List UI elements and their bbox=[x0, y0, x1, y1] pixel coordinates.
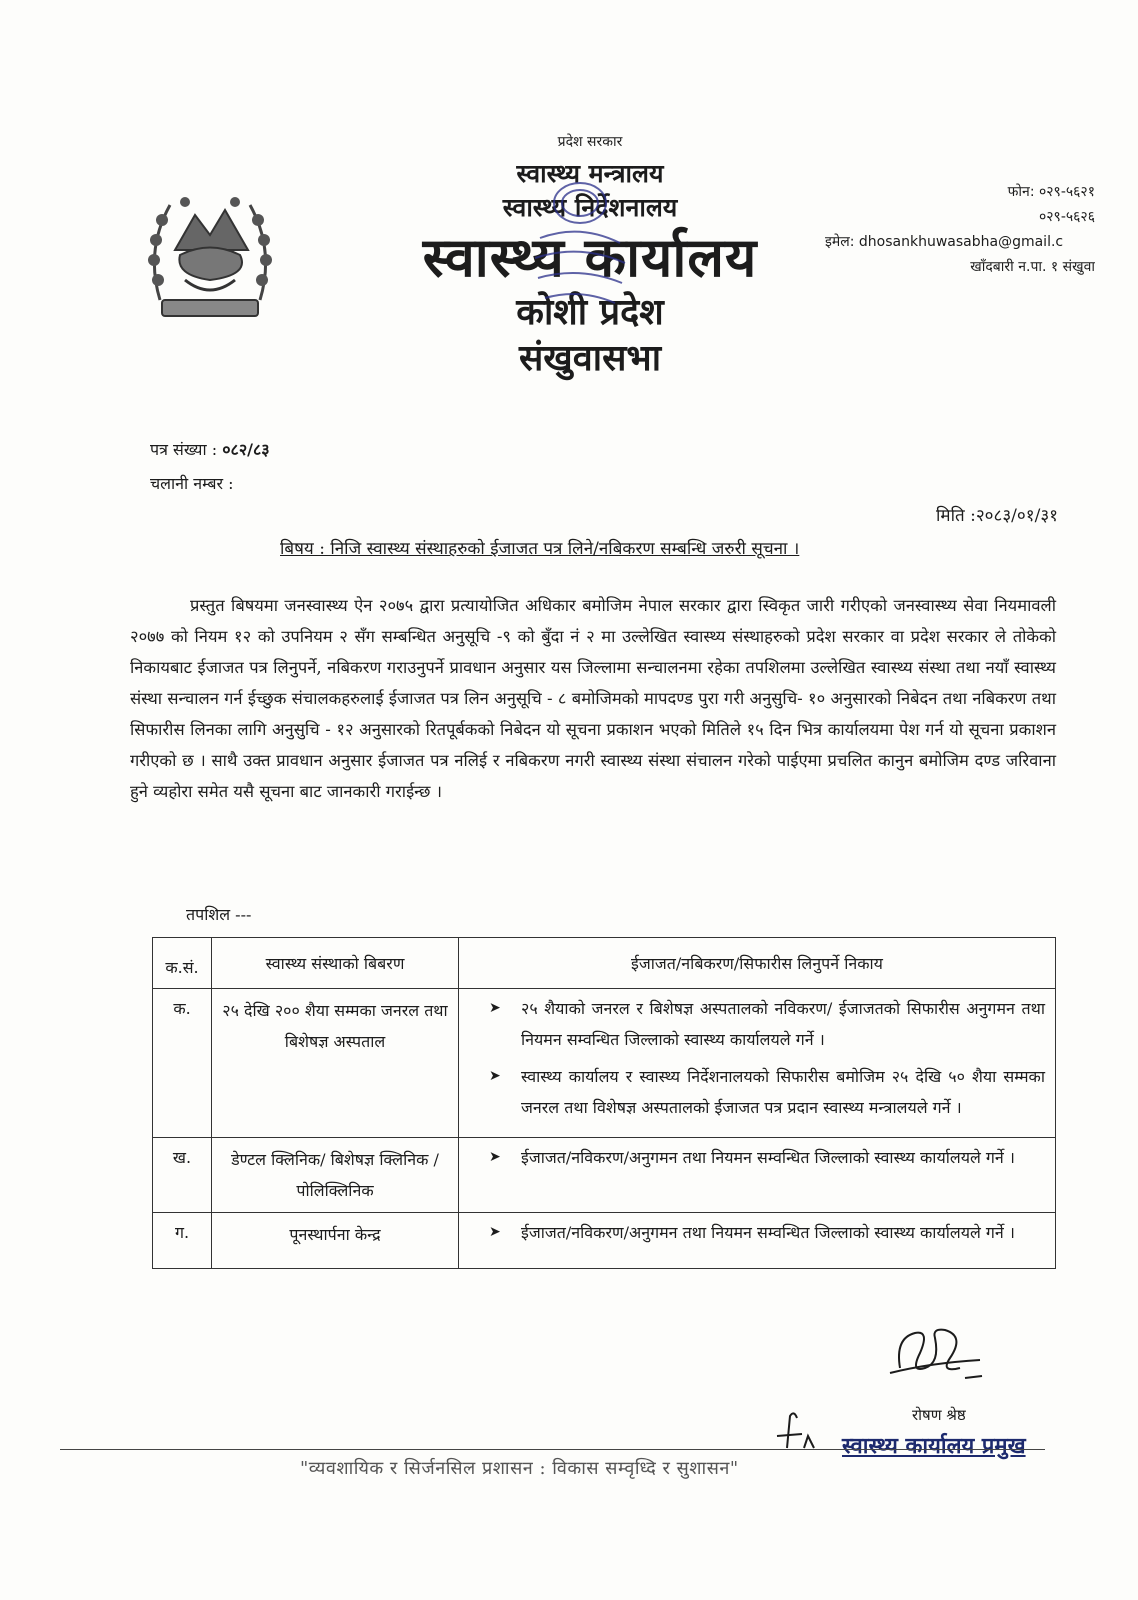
row-sn: क. bbox=[153, 989, 212, 1138]
column-header-sn: क.सं. bbox=[153, 938, 212, 989]
directorate-name: स्वास्थ्य निर्देशनालय bbox=[502, 193, 678, 222]
dispatch-number bbox=[150, 472, 234, 494]
details-table bbox=[152, 937, 1056, 1269]
office-name: स्वास्थ्य कार्यालय bbox=[422, 225, 758, 289]
row-description: २५ देखि २०० शैया सम्मका जनरल तथा बिशेषज्ञ अस्पताल bbox=[212, 989, 459, 1138]
footer-motto: "व्यवशायिक र सिर्जनसिल प्रशासन : विकास सम्वृध्दि र सुशासन" bbox=[300, 1458, 739, 1479]
details-heading: तपशिल --- bbox=[186, 905, 252, 924]
district-name: संखुवासभा bbox=[518, 337, 662, 379]
letter-body: प्रस्तुत बिषयमा जनस्वास्थ्य ऐन २०७५ द्वारा प्रत्यायोजित अधिकार बमोजिम नेपाल सरकार द्वारा स्विकृत जारी गरीएको जनस्वास्थ्य सेवा नियमावली २०७७ को नियम १२ को उपनियम २ सँग सम्बन्धित अनुसूचि -९ को बुँदा नं २ मा उल्लेखित स्वास्थ्य संस्थाहरुको प्रदेश सरकार वा प्रदेश सरकार ले तोकेको निकायबाट ईजाजत पत्र लिनुपर्ने, नबिकरण गराउनुपर्ने प्रावधान अनुसार यस जिल्लामा सन्चालनमा रहेका तपशिलमा उल्लेखित स्वास्थ्य संस्था तथा नयाँ स्वास्थ्य संस्था सन्चालन गर्न ईच्छुक संचालकहरुलाई ईजाजत पत्र लिन अनुसूचि - ८ बमोजिमको मापदण्ड पुरा गरी अनुसुचि- १० अनुसारको निबेदन तथा नबिकरण तथा सिफारीस लिनका लागि अनुसुचि - १२ अनुसारको रितपूर्बकको निबेदन यो सूचना प्रकाशन भएको मितिले १५ दिन भित्र कार्यालयमा पेश गर्न यो सूचना प्रकाशन गरीएको छ । साथै उक्त प्रावधान अनुसार ईजाजत पत्र नलिई र नबिकरण नगरी स्वास्थ्य संस्था संचालन गरेको पाईएमा प्रचलित कानुन बमोजिम दण्ड जरिवाना हुने व्यहोरा समेत यसै सूचना बाट जानकारी गराईन्छ । bbox=[130, 596, 1056, 801]
row-sn: ख. bbox=[153, 1138, 212, 1213]
table-row bbox=[153, 1138, 1056, 1213]
column-header-authority: ईजाजत/नबिकरण/सिफारीस लिनुपर्ने निकाय bbox=[459, 938, 1056, 989]
column-header-description: स्वास्थ्य संस्थाको बिबरण bbox=[212, 938, 459, 989]
table-header-row bbox=[153, 938, 1056, 989]
phone-1: फोन: ०२९-५६२१ bbox=[1007, 184, 1095, 200]
row-description: पूनस्थार्पना केन्द्र bbox=[212, 1213, 459, 1269]
row-description: डेण्टल क्लिनिक/ बिशेषज्ञ क्लिनिक /पोलिक्लिनिक bbox=[212, 1138, 459, 1213]
office-stamp-icon bbox=[520, 168, 640, 318]
list-item: ➤ २५ शैयाको जनरल र बिशेषज्ञ अस्पतालको नविकरण/ ईजाजतको सिफारीस अनुगमन तथा नियमन सम्वन्धित जिल्लाको स्वास्थ्य कार्यालयले गर्ने । bbox=[489, 993, 1045, 1055]
letter-number-value: ०८२/८३ bbox=[222, 440, 270, 459]
table-row bbox=[153, 1213, 1056, 1269]
row-authority bbox=[459, 1213, 1056, 1269]
signatory-name: रोषण श्रेष्ठ bbox=[912, 1406, 966, 1424]
province-name: कोशी प्रदेश bbox=[516, 291, 664, 333]
row-sn: ग. bbox=[153, 1213, 212, 1269]
office-address: खाँदबारी न.पा. १ संखुवा bbox=[970, 259, 1095, 275]
letter-date: मिति :२०८३/०१/३१ bbox=[936, 506, 1058, 526]
contact-info bbox=[795, 180, 1095, 280]
signatory-title: स्वास्थ्य कार्यालय प्रमुख bbox=[842, 1433, 1026, 1459]
footer-divider bbox=[60, 1449, 1045, 1450]
list-item: ➤ ईजाजत/नविकरण/अनुगमन तथा नियमन सम्वन्धित जिल्लाको स्वास्थ्य कार्यालयले गर्ने । bbox=[489, 1217, 1045, 1248]
list-item: ➤ ईजाजत/नविकरण/अनुगमन तथा नियमन सम्वन्धित जिल्लाको स्वास्थ्य कार्यालयले गर्ने । bbox=[489, 1142, 1045, 1173]
dispatch-number-label: चलानी नम्बर : bbox=[150, 474, 234, 493]
letter-number-label: पत्र संख्या : bbox=[150, 440, 218, 459]
list-item: ➤ स्वास्थ्य कार्यालय र स्वास्थ्य निर्देशनालयको सिफारीस बमोजिम २५ देखि ५० शैया सम्मका जनरल तथा विशेषज्ञ अस्पतालको ईजाजत पत्र प्रदान स्वास्थ्य मन्त्रालयले गर्ने । bbox=[489, 1061, 1045, 1123]
row-authority bbox=[459, 1138, 1056, 1213]
phone-2: ०२९-५६२६ bbox=[1038, 209, 1095, 225]
table-row bbox=[153, 989, 1056, 1138]
initial-mark-icon bbox=[772, 1408, 832, 1453]
letter-number bbox=[150, 438, 270, 460]
province-government: प्रदेश सरकार bbox=[557, 134, 623, 150]
ministry-name: स्वास्थ्य मन्त्रालय bbox=[516, 159, 664, 188]
email-address: इमेल: dhosankhuwasabha@gmail.c bbox=[825, 234, 1064, 250]
nepal-emblem-icon bbox=[140, 180, 280, 330]
letter-subject: बिषय : निजि स्वास्थ्य संस्थाहरुको ईजाजत पत्र लिने/नबिकरण सम्बन्धि जरुरी सूचना । bbox=[280, 539, 800, 559]
row-authority bbox=[459, 989, 1056, 1138]
signature-icon bbox=[870, 1318, 990, 1398]
